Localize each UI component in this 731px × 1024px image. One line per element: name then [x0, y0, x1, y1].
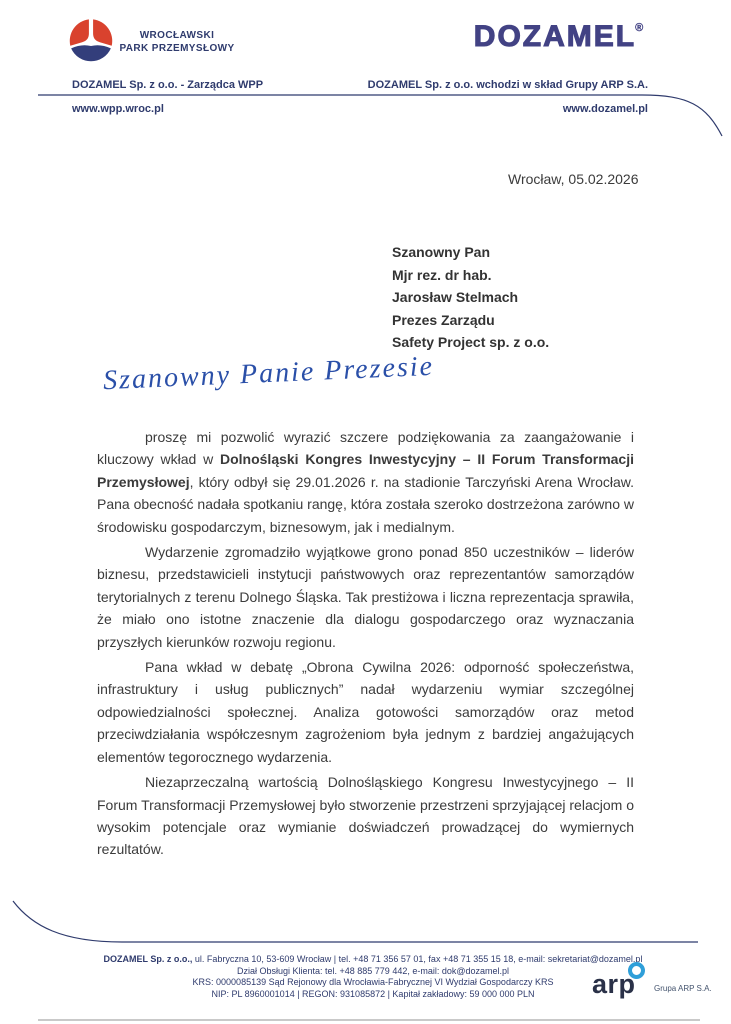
footer-rule-swoosh: [0, 898, 731, 948]
wpp-name-line1: WROCŁAWSKI: [139, 30, 215, 41]
recipient-line: Safety Project sp. z o.o.: [392, 334, 550, 350]
arp-group-logo: [592, 962, 722, 1002]
wpp-subtitle: DOZAMEL Sp. z o.o. - Zarządca WPP: [72, 79, 264, 91]
footer-line-4: NIP: PL 8960001014 | REGON: 931085872 | Kapitał zakładowy: 59 000 000 PLN: [211, 988, 535, 999]
wpp-logo-name: [114, 29, 240, 55]
recipient-line: Jarosław Stelmach: [392, 289, 519, 305]
footer-company-name: DOZAMEL Sp. z o.o.,: [103, 954, 193, 964]
paragraph: Wydarzenie zgromadziło wyjątkowe grono ponad 850 uczestników – liderów biznesu, przedstawicieli instytucji państwowych oraz reprezentantów samorządów terytorialnych z terenu Dolnego Śląska. Tak prestiżowa i liczna reprezentacja sprawiła, że miało ono istotne znaczenie dla dialogu gospodarczego oraz wyznaczania przyszłych kierunków rozwoju regionu.: [97, 544, 634, 650]
arp-group-label: Grupa ARP S.A.: [654, 984, 712, 993]
letter-body: [97, 426, 634, 864]
footer-line-2: Dział Obsługi Klienta: tel. +48 885 779 442, e-mail: dok@dozamel.pl: [236, 965, 510, 976]
recipient-line: Prezes Zarządu: [392, 311, 495, 328]
dozamel-website: www.dozamel.pl: [562, 103, 648, 115]
paragraph: Niezaprzeczalną wartością Dolnośląskiego Kongresu Inwestycyjnego – II Forum Transformacji Przemysłowej było stworzenie przestrzeni sprzyjającej relacjom o wysokim potencjale oraz wymianie doświadczeń prowadzącej do wymiernych rezultatów.: [97, 774, 634, 858]
arp-ring-icon: [628, 962, 645, 979]
dozamel-wordmark-text: DOZAMEL: [473, 20, 637, 53]
wpp-website: www.wpp.wroc.pl: [72, 103, 164, 115]
registered-trademark-icon: ®: [635, 22, 644, 34]
date-line: Wrocław, 05.02.2026: [508, 171, 639, 187]
bottom-divider: [38, 1019, 700, 1021]
recipient-line: Szanowny Pan: [392, 244, 491, 260]
recipient-block: [392, 241, 549, 354]
dozamel-wordmark: [468, 20, 650, 54]
recipient-line: Mjr rez. dr hab.: [392, 266, 492, 283]
paragraph: Pana wkład w debatę „Obrona Cywilna 2026: odporność społeczeństwa, infrastruktury i usług publicznych” nadał wydarzeniu wymiar szczególnej odpowiedzialności społecznej. Analiza gotowości samorządów oraz metod przeciwdziałania współczesnym zagrożeniom była jednym z bardziej angażujących elementów tegorocznego wydarzenia.: [97, 659, 634, 765]
wpp-name-line2: PARK PRZEMYSŁOWY: [119, 43, 235, 54]
footer-line-3: KRS: 0000085139 Sąd Rejonowy dla Wrocławia-Fabrycznej VI Wydział Gospodarczy KRS: [192, 977, 554, 987]
paragraph: proszę mi pozwolić wyrazić szczere podziękowania za zaangażowanie i kluczowy wkład w Dolnośląski Kongres Inwestycyjny – II Forum Transformacji Przemysłowej, który odbył się 29.01.2026 r. na stadionie Tarczyński Arena Wrocław. Pana obecność nadała spotkaniu rangę, która została szeroko dostrzeżona zarówno w środowisku gospodarczym, biznesowym, jak i medialnym.: [97, 429, 634, 535]
handwritten-salutation: Szanowny Panie Prezesie: [102, 350, 435, 397]
wpp-logo-icon: [68, 18, 114, 64]
dozamel-subtitle: DOZAMEL Sp. z o.o. wchodzi w skład Grupy ARP S.A.: [367, 79, 648, 91]
arp-wordmark: arp: [592, 969, 636, 999]
footer-address: ul. Fabryczna 10, 53-609 Wrocław | tel. +48 71 356 57 01, fax +48 71 355 15 18, e-mail: sekretariat@dozamel.pl: [192, 954, 643, 964]
